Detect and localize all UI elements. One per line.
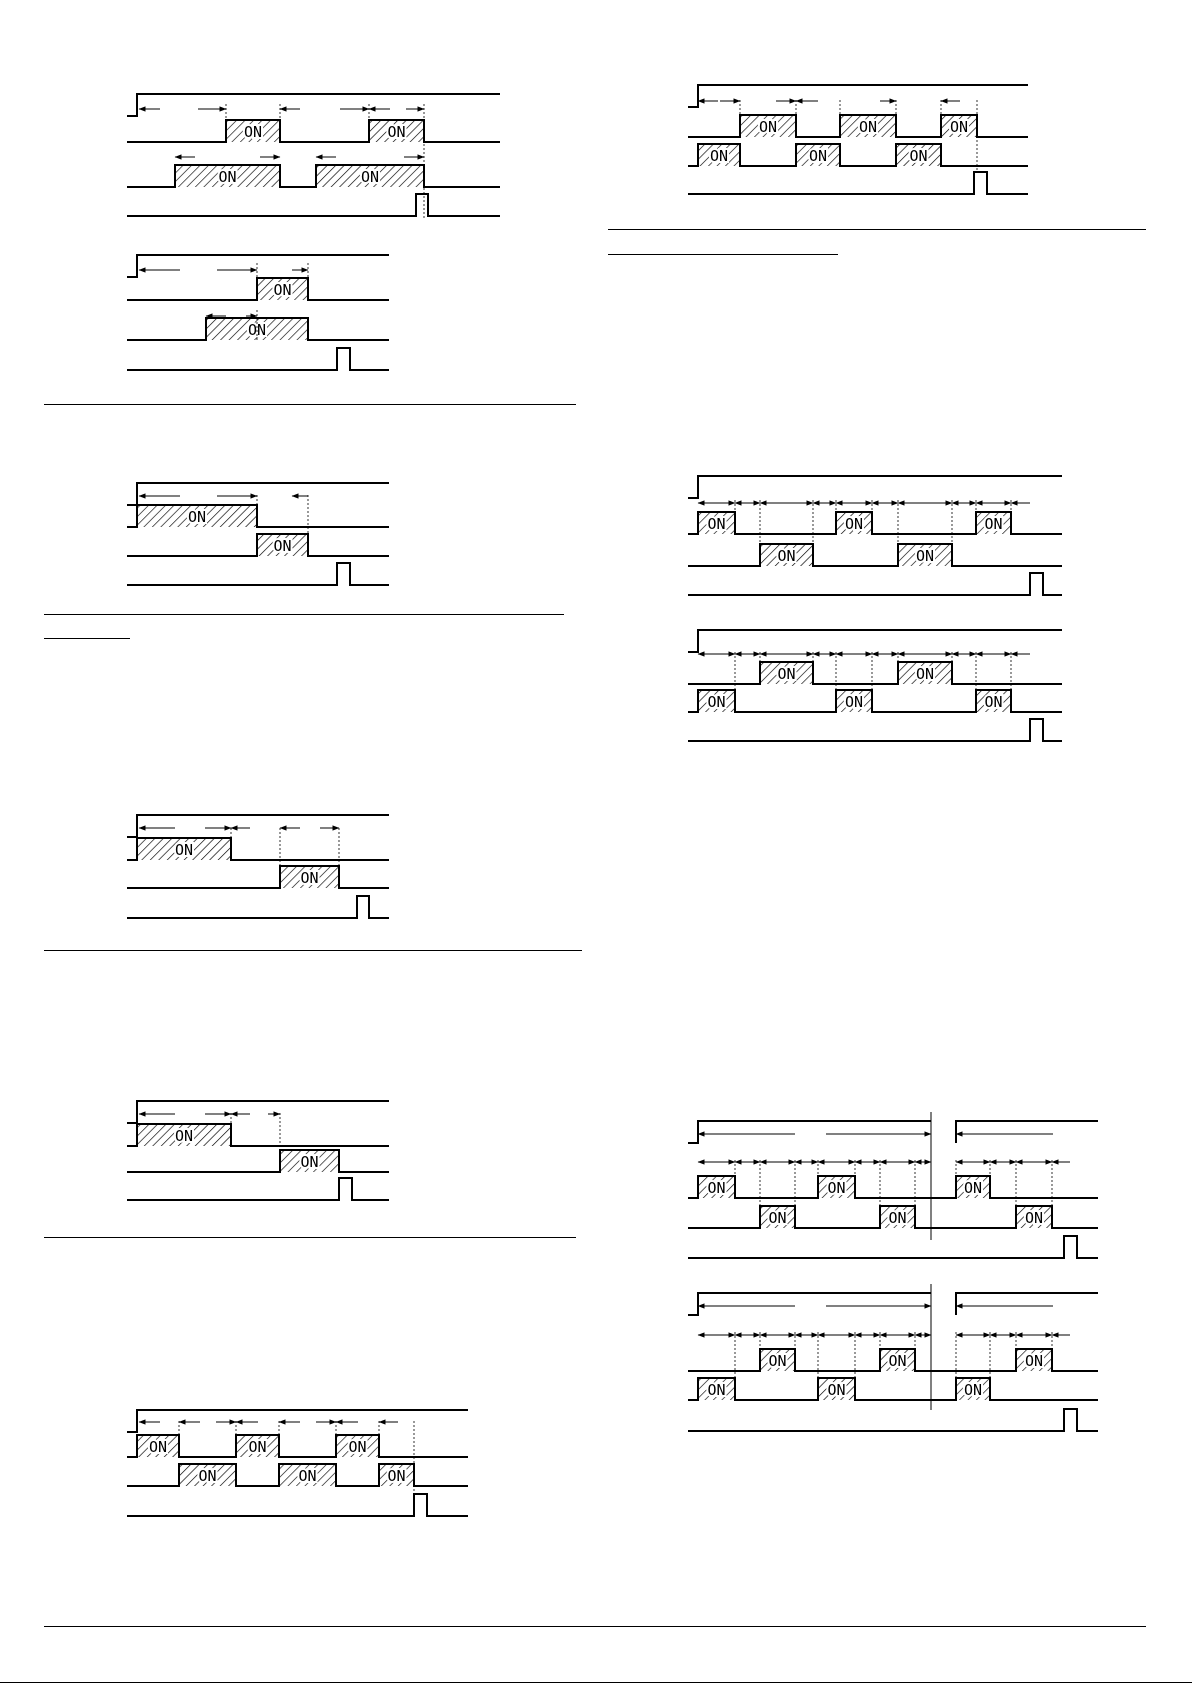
- on-label: ON: [387, 123, 406, 141]
- separator-line: [0, 1682, 1192, 1683]
- on-label: ON: [844, 693, 864, 711]
- separator-line: [44, 614, 564, 615]
- output-pulse-line: [127, 896, 389, 918]
- on-label: ON: [387, 1467, 406, 1485]
- reference-signal-line: [688, 1121, 1098, 1143]
- separator-line: [44, 404, 576, 405]
- timing-diagram-8: [688, 476, 1062, 595]
- signal-row-2: [127, 534, 389, 556]
- on-label: ON: [963, 1381, 983, 1399]
- reference-signal-line: [127, 94, 500, 116]
- output-pulse-line: [127, 194, 500, 216]
- separator-underline: [608, 254, 838, 255]
- signal-row-1: [127, 120, 500, 142]
- on-label: ON: [984, 515, 1003, 533]
- on-label: ON: [915, 547, 935, 565]
- on-label: ON: [827, 1179, 846, 1197]
- signal-row-2: [688, 1378, 1098, 1400]
- on-label: ON: [888, 1209, 907, 1227]
- timing-diagram-5: [127, 1101, 389, 1200]
- on-label: ON: [858, 118, 878, 136]
- output-pulse-line: [688, 1236, 1098, 1258]
- on-label: ON: [827, 1381, 846, 1399]
- on-label: ON: [963, 1179, 983, 1197]
- on-label: ON: [888, 1352, 907, 1370]
- signal-row-1: [127, 1435, 468, 1457]
- on-label: ON: [174, 841, 194, 859]
- on-label: ON: [758, 118, 778, 136]
- on-label: ON: [248, 1438, 267, 1456]
- signal-row-1: [127, 278, 389, 300]
- on-label: ON: [247, 321, 267, 339]
- on-label: ON: [777, 547, 796, 565]
- signal-row-2: [127, 866, 389, 888]
- signal-row-2: [688, 144, 1028, 166]
- on-label: ON: [707, 693, 726, 711]
- output-pulse-line: [688, 719, 1062, 741]
- signal-row-1: [688, 662, 1062, 684]
- on-label: ON: [984, 693, 1003, 711]
- on-label: ON: [1024, 1209, 1044, 1227]
- on-label: ON: [174, 1127, 194, 1145]
- timing-diagram-2: [127, 255, 389, 370]
- reference-signal-line: [127, 483, 389, 505]
- on-label: ON: [768, 1209, 787, 1227]
- on-label: ON: [777, 665, 796, 683]
- on-label: ON: [915, 665, 935, 683]
- timing-diagram-1: [127, 94, 500, 220]
- separator-line: [44, 1626, 1146, 1627]
- on-label: ON: [707, 1381, 726, 1399]
- reference-signal-line: [688, 476, 1062, 498]
- on-label: ON: [709, 147, 729, 165]
- on-label: ON: [844, 515, 864, 533]
- output-pulse-line: [127, 563, 389, 585]
- on-label: ON: [273, 537, 292, 555]
- on-label: ON: [273, 281, 292, 299]
- on-label: ON: [909, 147, 928, 165]
- reference-signal-line: [688, 85, 1028, 107]
- separator-line: [44, 1237, 576, 1238]
- on-label: ON: [768, 1352, 787, 1370]
- on-label: ON: [148, 1438, 168, 1456]
- reference-signal-line: [127, 255, 389, 277]
- on-label: ON: [300, 869, 319, 887]
- signal-row-2: [688, 544, 1062, 566]
- timing-diagram-10: [688, 1112, 1098, 1258]
- on-label: ON: [707, 515, 726, 533]
- reference-signal-line: [127, 1101, 389, 1123]
- on-label: ON: [298, 1467, 317, 1485]
- on-label: ON: [300, 1153, 319, 1171]
- output-pulse-line: [688, 573, 1062, 595]
- on-label: ON: [187, 508, 207, 526]
- on-label: ON: [243, 123, 263, 141]
- output-pulse-line: [127, 1494, 468, 1516]
- output-pulse-line: [688, 1409, 1098, 1431]
- on-label: ON: [348, 1438, 367, 1456]
- separator-underline: [44, 638, 130, 639]
- reference-signal-line: [127, 1410, 468, 1432]
- on-label: ON: [949, 118, 969, 136]
- on-label: ON: [360, 168, 380, 186]
- output-pulse-line: [127, 348, 389, 370]
- output-pulse-line: [688, 172, 1028, 194]
- timing-diagram-9: [688, 630, 1062, 741]
- on-label: ON: [198, 1467, 217, 1485]
- timing-diagram-7: [688, 85, 1028, 194]
- signal-row-2: [127, 1150, 389, 1172]
- output-pulse-line: [127, 1178, 389, 1200]
- timing-diagram-3: [127, 483, 389, 585]
- timing-diagram-11: [688, 1284, 1098, 1431]
- on-label: ON: [218, 168, 237, 186]
- reference-signal-line: [688, 1293, 1098, 1315]
- separator-line: [608, 229, 1146, 230]
- on-label: ON: [1024, 1352, 1044, 1370]
- timing-diagram-4: [127, 815, 389, 918]
- separator-line: [44, 950, 582, 951]
- on-label: ON: [808, 147, 828, 165]
- on-label: ON: [707, 1179, 726, 1197]
- reference-signal-line: [127, 815, 389, 837]
- reference-signal-line: [688, 630, 1062, 652]
- timing-diagram-6: [127, 1410, 468, 1516]
- signal-row-1: [688, 1176, 1098, 1198]
